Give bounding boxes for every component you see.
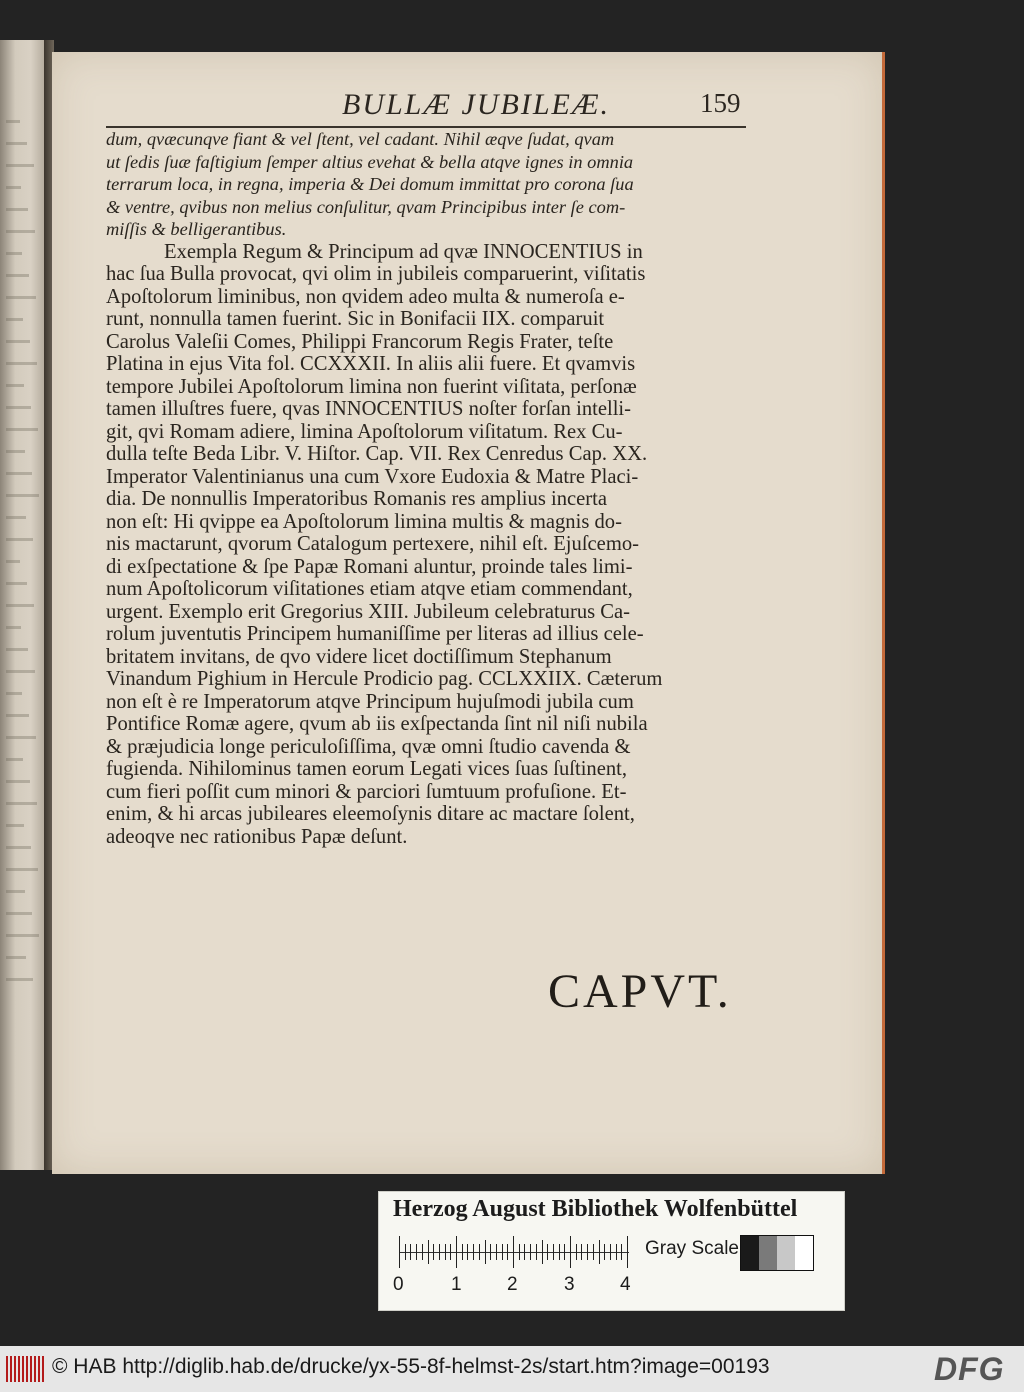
gray-scale-label: Gray Scale	[645, 1238, 739, 1259]
ink-mark	[6, 120, 20, 123]
ruler-tick	[507, 1244, 508, 1260]
ink-mark	[6, 604, 34, 607]
text-line: & præjudicia longe periculoſiſſima, qvæ omni ſtudio cavenda &	[106, 735, 631, 758]
text-line: nis mactarunt, qvorum Catalogum pertexere, nihil eſt. Ejuſcemo-	[106, 533, 639, 555]
ruler-tick	[564, 1244, 565, 1260]
ink-mark	[6, 934, 39, 937]
ruler-tick	[416, 1244, 417, 1260]
text-line: tempore Jubilei Apoſtolorum limina non fuerint viſitata, perſonæ	[106, 375, 637, 398]
text-line: Platina in ejus Vita fol. CCXXXII. In aliis alii fuere. Et qvamvis	[106, 353, 636, 375]
text-line: non eſt è re Imperatorum atqve Principum hujuſmodi jubila cum	[106, 690, 634, 713]
gray-patch	[777, 1236, 795, 1270]
ink-mark	[6, 802, 37, 805]
ruler-tick	[496, 1244, 497, 1260]
text-line: dia. De nonnullis Imperatoribus Romanis res amplius incerta	[106, 488, 608, 510]
text-line: Pontifice Romæ agere, qvum ab iis exſpectanda ſint nil niſi nubila	[106, 713, 648, 735]
text-line: dulla teſte Beda Libr. V. Hiſtor. Cap. VII. Rex Cenredus Cap. XX.	[106, 443, 648, 465]
text-line: ut ſedis ſuæ faſtigium ſemper altius evehat & bella atqve ignes in omnia	[106, 151, 634, 172]
footer-bar	[0, 1346, 1024, 1392]
ink-mark	[6, 274, 29, 277]
ruler-tick	[467, 1244, 468, 1260]
ink-mark	[6, 758, 23, 761]
ruler-tick	[422, 1244, 423, 1260]
ink-mark	[6, 824, 24, 827]
text-line: dum, qvæcunqve fiant & vel ſtent, vel cadant. Nihil æqve ſudat, qvam	[106, 129, 615, 149]
ruler-tick	[627, 1236, 628, 1268]
text-line: di exſpectatione & ſpe Papæ Romani aluntur, proinde tales limi-	[106, 555, 633, 578]
text-line: num Apoſtolicorum viſitationes etiam atqve etiam commendant,	[106, 578, 633, 600]
ruler-tick	[428, 1240, 429, 1264]
gray-scale-swatch	[740, 1235, 814, 1271]
ink-mark	[6, 780, 30, 783]
library-color-scale-label	[378, 1191, 845, 1311]
ruler-tick	[530, 1244, 531, 1260]
ruler-tick	[610, 1244, 611, 1260]
text-line: non eſt: Hi qvippe ea Apoſtolorum limina multis & magnis do-	[106, 510, 622, 533]
copyright-url[interactable]: © HAB http://diglib.hab.de/drucke/yx-55-8f-helmst-2s/start.htm?image=00193	[52, 1355, 770, 1378]
ink-mark	[6, 692, 22, 695]
ink-mark	[6, 340, 30, 343]
ruler-tick	[502, 1244, 503, 1260]
ink-mark	[6, 626, 21, 629]
ruler-tick	[462, 1244, 463, 1260]
book-page	[52, 52, 885, 1174]
ink-mark	[6, 670, 35, 673]
ink-mark	[6, 494, 39, 497]
ink-mark	[6, 978, 33, 981]
ink-mark	[6, 318, 23, 321]
ink-mark	[6, 186, 21, 189]
ruler-tick	[490, 1244, 491, 1260]
ruler-tick	[479, 1244, 480, 1260]
ruler-tick	[405, 1244, 406, 1260]
ink-mark	[6, 868, 38, 871]
ruler-tick	[450, 1244, 451, 1260]
text-line: runt, nonnulla tamen fuerint. Sic in Bonifacii IIX. comparuit	[106, 308, 605, 330]
text-line: Carolus Valeſii Comes, Philippi Francorum Regis Frater, teſte	[106, 330, 614, 353]
ruler-tick	[570, 1236, 571, 1268]
text-line: git, qvi Romam adiere, limina Apoſtolorum viſitatum. Rex Cu-	[106, 420, 623, 443]
text-line: fugienda. Nihilominus tamen eorum Legati vices ſuas ſuſtinent,	[106, 758, 628, 780]
ruler-tick	[547, 1244, 548, 1260]
ink-mark	[6, 472, 32, 475]
ruler-tick	[553, 1244, 554, 1260]
ink-mark	[6, 142, 27, 145]
text-line: terrarum loca, in regna, imperia & Dei domum immittat pro corona ſua	[106, 174, 634, 194]
ruler-tick	[599, 1240, 600, 1264]
ink-mark	[6, 912, 32, 915]
gray-patch	[759, 1236, 777, 1270]
ruler-tick	[616, 1244, 617, 1260]
text-line: Exempla Regum & Principum ad qvæ INNOCENTIUS in	[164, 240, 643, 263]
ruler-tick	[445, 1244, 446, 1260]
ink-mark	[6, 230, 35, 233]
ink-mark	[6, 890, 25, 893]
ink-mark	[6, 208, 28, 211]
ink-mark	[6, 164, 34, 167]
scale-number: 2	[507, 1274, 518, 1295]
ruler-tick	[542, 1240, 543, 1264]
scale-number: 4	[620, 1274, 631, 1295]
ruler-tick	[621, 1244, 622, 1260]
ruler-tick	[485, 1240, 486, 1264]
ruler-tick	[524, 1244, 525, 1260]
barcode-icon	[6, 1356, 46, 1382]
catchword: CAPVT.	[548, 965, 732, 1018]
text-line: enim, & hi arcas jubileares eleemoſynis ditare ac mactare ſolent,	[106, 803, 635, 825]
ink-mark	[6, 582, 27, 585]
ink-mark	[6, 538, 33, 541]
ruler-tick	[536, 1244, 537, 1260]
text-line: & ventre, qvibus non melius conſulitur, qvam Principibus inter ſe com-	[106, 196, 626, 217]
text-line: rolum juventutis Principem humaniſſime per literas ad illius cele-	[106, 623, 644, 645]
page-number: 159	[700, 88, 741, 118]
gray-patch	[795, 1236, 813, 1270]
text-line: Vinandum Pighium in Hercule Prodicio pag. CCLXXIIX. Cæterum	[106, 668, 663, 690]
text-line: Imperator Valentinianus una cum Vxore Eudoxia & Matre Placi-	[106, 465, 639, 488]
ruler-tick	[410, 1244, 411, 1260]
ink-mark	[6, 516, 26, 519]
ink-mark	[6, 450, 25, 453]
text-line: Apoſtolorum liminibus, non qvidem adeo multa & numeroſa e-	[106, 285, 625, 308]
library-name: Herzog August Bibliothek Wolfenbüttel	[393, 1196, 798, 1222]
text-line: miſſis & belligerantibus.	[106, 219, 287, 239]
ruler-tick	[581, 1244, 582, 1260]
gray-patch	[741, 1236, 759, 1270]
ink-mark	[6, 384, 24, 387]
ink-mark	[6, 560, 20, 563]
running-head: BULLÆ JUBILEÆ.	[342, 88, 611, 121]
scale-number: 0	[393, 1274, 404, 1295]
text-line: cum fieri poſſit cum minori & parciori ſumtuum profuſione. Et-	[106, 780, 627, 803]
ink-mark	[6, 736, 36, 739]
ruler-tick	[433, 1244, 434, 1260]
body-text	[106, 128, 746, 848]
ink-mark	[6, 428, 38, 431]
ruler-tick	[587, 1244, 588, 1260]
ink-mark	[6, 406, 31, 409]
text-line: hac ſua Bulla provocat, qvi olim in jubileis comparuerint, viſitatis	[106, 263, 646, 285]
text-line: tamen illuſtres fuere, qvas INNOCENTIUS noſter forſan intelli-	[106, 398, 631, 420]
ruler-tick	[576, 1244, 577, 1260]
ink-mark	[6, 296, 36, 299]
ink-mark	[6, 956, 26, 959]
scale-ruler	[399, 1236, 639, 1268]
ruler-tick	[513, 1236, 514, 1268]
ruler-tick	[604, 1244, 605, 1260]
scale-number: 1	[451, 1274, 462, 1295]
text-line: adeoqve nec rationibus Papæ deſunt.	[106, 825, 408, 848]
ink-mark	[6, 846, 31, 849]
ruler-tick	[456, 1236, 457, 1268]
text-line: britatem invitans, de qvo videre licet doctiſſimum Stephanum	[106, 645, 612, 668]
ink-mark	[6, 362, 37, 365]
ruler-tick	[593, 1244, 594, 1260]
scale-number: 3	[564, 1274, 575, 1295]
ruler-tick	[473, 1244, 474, 1260]
ruler-tick	[519, 1244, 520, 1260]
ink-mark	[6, 648, 28, 651]
dfg-logo: DFG	[934, 1351, 1005, 1387]
ruler-tick	[439, 1244, 440, 1260]
ink-mark	[6, 714, 29, 717]
ink-mark	[6, 252, 22, 255]
ruler-tick	[399, 1236, 400, 1268]
left-page-edge	[0, 40, 44, 1170]
ruler-tick	[559, 1244, 560, 1260]
text-line: urgent. Exemplo erit Gregorius XIII. Jubileum celebraturus Ca-	[106, 600, 631, 623]
